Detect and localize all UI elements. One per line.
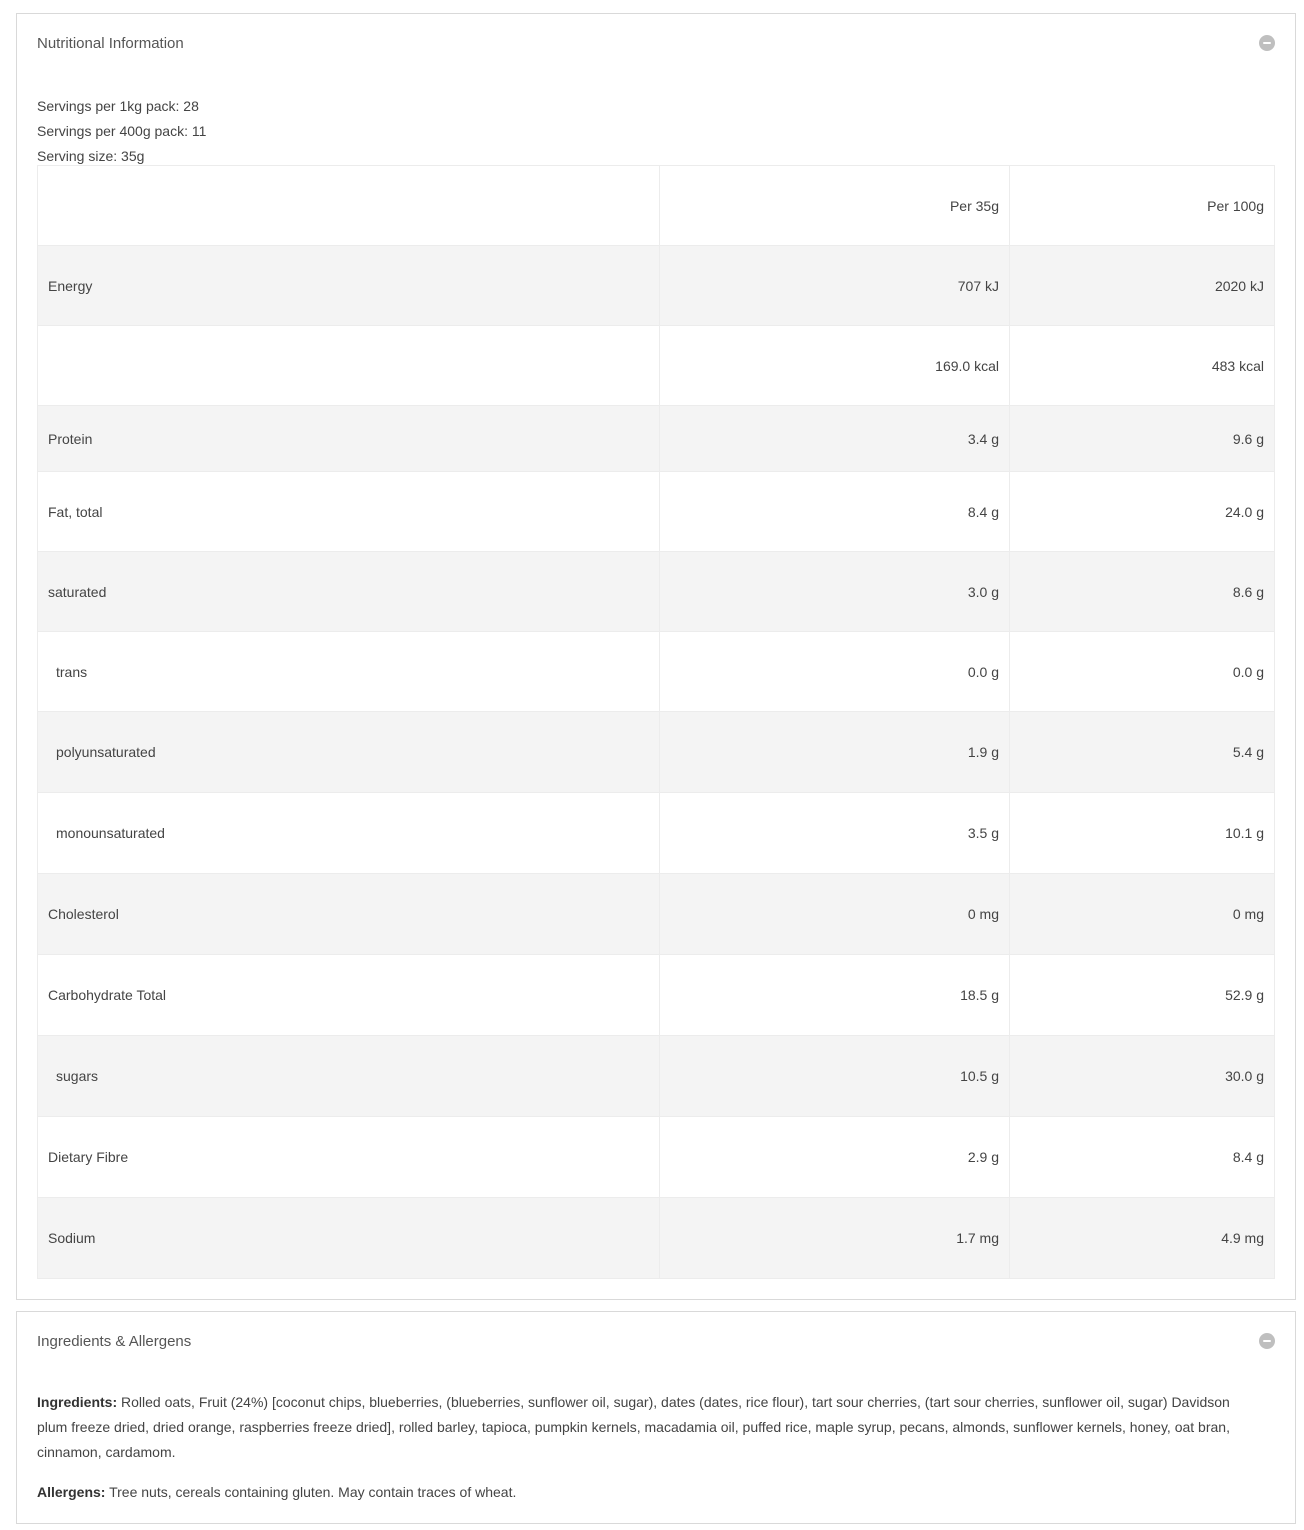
table-row [38, 1036, 1275, 1117]
nutrition-panel-title: Nutritional Information [37, 34, 184, 52]
table-row [38, 552, 1275, 632]
header-cell-per-serving: Per 35g [660, 166, 1010, 246]
table-row [38, 955, 1275, 1036]
value-per-100g: 8.4 g [1010, 1117, 1275, 1198]
servings-per-400g: Servings per 400g pack: 11 [37, 123, 207, 139]
value-per-serving: 1.9 g [660, 712, 1010, 793]
value-per-serving: 10.5 g [660, 1036, 1010, 1117]
ingredients-panel-title: Ingredients & Allergens [37, 1332, 192, 1350]
nutrient-label: monounsaturated [38, 793, 660, 874]
value-per-serving: 169.0 kcal [660, 326, 1010, 406]
value-per-100g: 4.9 mg [1010, 1198, 1275, 1279]
nutrient-label: saturated [38, 552, 660, 632]
value-per-100g: 5.4 g [1010, 712, 1275, 793]
allergens-text [37, 1480, 1255, 1505]
value-per-100g: 0 mg [1010, 874, 1275, 955]
table-row [38, 712, 1275, 793]
nutrient-label: Dietary Fibre [38, 1117, 660, 1198]
table-row [38, 406, 1275, 472]
nutrient-label: Carbohydrate Total [38, 955, 660, 1036]
value-per-100g: 0.0 g [1010, 632, 1275, 712]
nutrient-label: trans [38, 632, 660, 712]
value-per-100g: 52.9 g [1010, 955, 1275, 1036]
table-row [38, 472, 1275, 552]
nutrition-panel [16, 13, 1296, 1300]
nutrient-label: Cholesterol [38, 874, 660, 955]
value-per-serving: 0 mg [660, 874, 1010, 955]
value-per-100g: 483 kcal [1010, 326, 1275, 406]
collapse-minus-icon[interactable] [1259, 1333, 1275, 1349]
value-per-100g: 8.6 g [1010, 552, 1275, 632]
allergens-label: Allergens: [37, 1484, 106, 1500]
header-cell-label [38, 166, 660, 246]
ingredients-panel-header[interactable] [37, 1312, 1275, 1370]
ingredients-text [37, 1390, 1255, 1465]
collapse-minus-icon[interactable] [1259, 35, 1275, 51]
nutrient-label: Protein [38, 406, 660, 472]
nutrient-label [38, 326, 660, 406]
servings-per-1kg: Servings per 1kg pack: 28 [37, 98, 199, 114]
value-per-serving: 3.4 g [660, 406, 1010, 472]
value-per-serving: 1.7 mg [660, 1198, 1010, 1279]
value-per-100g: 2020 kJ [1010, 246, 1275, 326]
allergens-list: Tree nuts, cereals containing gluten. May contain traces of wheat. [105, 1484, 517, 1500]
serving-info [37, 94, 206, 169]
value-per-100g: 10.1 g [1010, 793, 1275, 874]
value-per-serving: 8.4 g [660, 472, 1010, 552]
value-per-serving: 18.5 g [660, 955, 1010, 1036]
table-row [38, 632, 1275, 712]
nutrient-label: Sodium [38, 1198, 660, 1279]
value-per-serving: 3.0 g [660, 552, 1010, 632]
header-cell-per-100g: Per 100g [1010, 166, 1275, 246]
nutrition-panel-header[interactable] [37, 14, 1275, 72]
ingredients-label: Ingredients: [37, 1394, 118, 1410]
value-per-100g: 9.6 g [1010, 406, 1275, 472]
table-row [38, 793, 1275, 874]
ingredients-panel [16, 1311, 1296, 1524]
table-row [38, 1198, 1275, 1279]
value-per-serving: 3.5 g [660, 793, 1010, 874]
nutrient-label: sugars [38, 1036, 660, 1117]
value-per-serving: 707 kJ [660, 246, 1010, 326]
table-row [38, 1117, 1275, 1198]
serving-size: Serving size: 35g [37, 148, 145, 164]
value-per-100g: 30.0 g [1010, 1036, 1275, 1117]
value-per-serving: 2.9 g [660, 1117, 1010, 1198]
nutrient-label: Energy [38, 246, 660, 326]
nutrient-label: polyunsaturated [38, 712, 660, 793]
nutrient-label: Fat, total [38, 472, 660, 552]
table-row [38, 874, 1275, 955]
table-header-row [38, 166, 1275, 246]
ingredients-list: Rolled oats, Fruit (24%) [coconut chips, blueberries, (blueberries, sunflower oil, sugar), dates (dates, rice flour), tart sour cherries, (tart sour cherries, sunflower oil, sugar) Davidson plum freeze dried, dried orange, raspberries freeze dried], rolled barley, tapioca, pumpkin kernels, macadamia oil, puffed rice, maple syrup, pecans, almonds, sunflower kernels, honey, oat bran, cinnamon, cardamom. [37, 1394, 1230, 1460]
table-row [38, 246, 1275, 326]
nutrition-table [37, 165, 1275, 1279]
table-row [38, 326, 1275, 406]
value-per-serving: 0.0 g [660, 632, 1010, 712]
value-per-100g: 24.0 g [1010, 472, 1275, 552]
